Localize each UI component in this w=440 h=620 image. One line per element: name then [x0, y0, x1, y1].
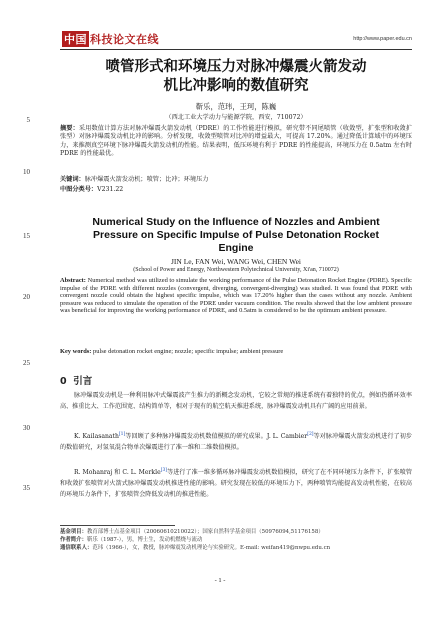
en-affiliation: (School of Power and Energy, Northwestern Polytechnical University, Xi'an, 710072) — [133, 267, 339, 273]
cn-abstract-text: 采用数值计算方法对脉冲爆震火箭发动机（PDRE）的工作性能进行模拟，研究带不同尾喷管（收敛型，扩张型和收敛扩张型）对脉冲爆震发动机比冲的影响。分析发现，收敛型喷管对比冲的增益最大，可提高 17.20%。通过降低计算域中的环境压力，来推测真空环境下脉冲爆震火箭发动机的性能。结果表明，低压环境有利于 PDRE 的性能提高，环境压力在 0.5atm 左右时 PDRE 的性能最优。 — [60, 125, 413, 158]
cn-clc-label: 中图分类号： — [60, 186, 98, 193]
footnote-rule — [60, 525, 175, 526]
footnote-text: 靳乐（1987-），男，博士生，发动机燃烧与流动 — [86, 537, 203, 544]
en-abstract — [60, 277, 412, 315]
en-abstract-label: Abstract: — [60, 277, 86, 284]
cn-title — [60, 58, 412, 96]
footnote-label: 作者简介： — [60, 537, 87, 544]
en-keywords — [60, 348, 412, 356]
header-url[interactable]: http://www.paper.edu.cn — [353, 36, 412, 42]
intro-text: 等进行了准一维多循环脉冲爆震发动机数值模拟，研究了在不同环境压力条件下，扩张喷管和收敛扩张喷管对火箭式脉冲爆震发动机推进性能的影响。研究发现在较低的环境压力下，两种喷管均能提高发动机性能，在较高的环境压力条件下，扩张喷管会降低发动机的推进性能。 — [60, 469, 412, 498]
footnote-text: 教育部博士点基金项目（20060610210022）；国家自然科学基金项目（50976094,51176158） — [86, 529, 324, 535]
footnote-text: 范玮（1966-），女，教授，脉冲爆震发动机理论与实验研究。E-mail: weifan419@nwpu.edu.cn — [92, 545, 331, 552]
line-number: 25 — [23, 359, 30, 367]
footnote-label: 基金项目： — [60, 529, 87, 535]
intro-text: 等对脉冲爆震火箭发动机进行了初步的数值研究，对氢氧混合物单次爆震进行了准一维和二维数值模拟。 — [60, 433, 413, 451]
cn-title-line: 喷管形式和环境压力对脉冲爆震火箭发动 — [105, 59, 367, 75]
cn-abstract — [60, 125, 412, 159]
cn-clc-text: V231.22 — [97, 186, 124, 193]
en-title — [60, 216, 412, 255]
en-title-line: Engine — [218, 242, 254, 254]
cn-abstract-label: 摘要： — [60, 125, 79, 132]
cn-keywords-text: 脉冲爆震火箭发动机；喷管；比冲；环境压力 — [84, 176, 209, 183]
en-abstract-text: Numerical method was utilized to simulate the working performance of the Pulse Detonation Rocket Engine (PDRE). Specific impulse of the PDRE with different nozzles (convergent, diverging, convergent-diverging) was studied. It was found that PDRE with convergent nozzle could obtain the highest specific impulse, which was 17.20% higher than the cases without any nozzle. Ambient pressure was reduced to simulate the operation of the PDRE under vacuum condition. The results showed that the low ambient pressure was beneficial for improving the working performance of PDRE, and 0.5atm is considered to be the optimum ambient pressure. — [60, 277, 412, 315]
en-keywords-label: Key words: — [60, 348, 92, 355]
page-header — [60, 28, 412, 50]
section-number: 0 — [60, 376, 67, 387]
en-title-line: Numerical Study on the Influence of Nozzles and Ambient — [92, 216, 380, 228]
cn-affiliation: （西北工业大学动力与能源学院，西安，710072） — [165, 114, 307, 121]
citation-link[interactable]: [2] — [307, 432, 314, 437]
cn-authors: 靳乐，范玮，王珂，陈巍 — [195, 102, 277, 111]
line-number: 10 — [23, 168, 30, 176]
citation-link[interactable]: [3] — [160, 468, 168, 473]
intro-paragraph — [60, 430, 412, 454]
cn-keywords — [60, 176, 412, 184]
line-number: 5 — [26, 116, 30, 124]
line-number: 30 — [23, 424, 30, 432]
line-number: 35 — [23, 484, 30, 492]
line-number: 20 — [23, 293, 30, 301]
intro-paragraph: 脉冲爆震发动机是一种利用脉冲式爆震波产生推力的新概念发动机，它较之常规的推进系统有着独特的优点，例如热循环效率高、推重比大、工作范围宽、结构简单等，相对于现有的航空航天推进系统，脉冲爆震发动机具有广阔的应用前景。 — [60, 392, 412, 410]
intro-text: K. Kailasanath — [74, 433, 119, 441]
citation-link[interactable]: [1] — [118, 432, 126, 437]
cn-keywords-label: 关键词： — [60, 176, 85, 183]
en-keywords-text: pulse detonation rocket engine; nozzle; specific impulse; ambient pressure — [93, 348, 284, 355]
intro-paragraph — [60, 466, 412, 500]
footnotes — [60, 528, 412, 553]
brand-logo-text: 科技论文在线 — [90, 33, 159, 46]
footnote-fund — [60, 528, 412, 536]
brand-logo — [62, 31, 159, 47]
footnote-label: 通信联系人： — [60, 545, 93, 552]
intro-text: R. Mohanraj 和 C. L. Merkle — [74, 469, 161, 477]
en-title-line: Pressure on Specific Impulse of Pulse Detonation Rocket — [93, 229, 379, 241]
line-number: 15 — [23, 232, 30, 240]
brand-logo-box: 中国 — [64, 33, 87, 46]
intro-text: 等回顾了多种脉冲爆震发动机数值模拟的研究成果。J. L. Cambier — [125, 433, 308, 441]
footnote-contact — [60, 544, 412, 552]
cn-title-line: 机比冲影响的数值研究 — [163, 78, 309, 94]
page-number: - 1 - — [214, 577, 226, 584]
section-heading — [60, 373, 92, 387]
cn-clc — [60, 186, 412, 194]
section-title: 引言 — [73, 376, 93, 387]
en-authors: JIN Le, FAN Wei, WANG Wei, CHEN Wei — [171, 257, 301, 266]
footnote-bio — [60, 536, 412, 544]
